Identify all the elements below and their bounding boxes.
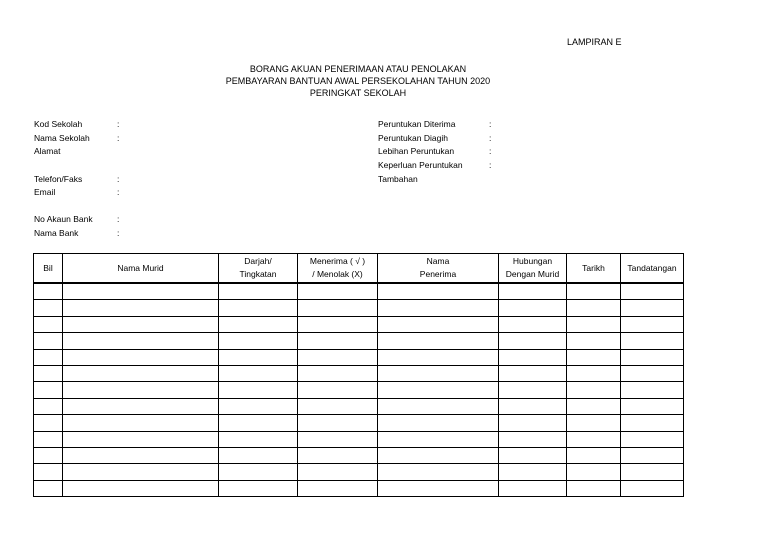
- header-text: Nama: [426, 256, 450, 266]
- table-cell[interactable]: [567, 447, 621, 463]
- table-cell[interactable]: [63, 480, 219, 496]
- column-header-nama-penerima: [378, 254, 499, 284]
- table-cell[interactable]: [34, 316, 63, 332]
- table-row: [34, 283, 684, 300]
- table-cell[interactable]: [63, 415, 219, 431]
- table-cell[interactable]: [499, 464, 567, 480]
- table-cell[interactable]: [298, 382, 378, 398]
- table-cell[interactable]: [567, 365, 621, 381]
- table-row: [34, 398, 684, 414]
- table-cell[interactable]: [219, 415, 298, 431]
- column-header-tarikh: [567, 254, 621, 284]
- field-colon: :: [117, 214, 120, 224]
- table-cell[interactable]: [298, 333, 378, 349]
- table-cell[interactable]: [34, 365, 63, 381]
- table-cell[interactable]: [378, 415, 499, 431]
- table-cell[interactable]: [621, 333, 684, 349]
- table-cell[interactable]: [34, 283, 63, 300]
- table-cell[interactable]: [567, 316, 621, 332]
- header-text: / Menolak (X): [312, 269, 363, 279]
- header-text: Menerima ( √ ): [309, 256, 366, 266]
- header-text: Nama Murid: [117, 262, 164, 273]
- table-row: [34, 300, 684, 316]
- table-cell[interactable]: [63, 431, 219, 447]
- table-cell[interactable]: [34, 349, 63, 365]
- table-cell[interactable]: [298, 349, 378, 365]
- header-text: Dengan Murid: [505, 269, 560, 279]
- column-header-nama-murid: [63, 254, 219, 284]
- table-cell[interactable]: [34, 300, 63, 316]
- table-cell[interactable]: [567, 283, 621, 300]
- table-cell[interactable]: [499, 382, 567, 398]
- table-cell[interactable]: [63, 300, 219, 316]
- table-cell[interactable]: [298, 480, 378, 496]
- table-cell[interactable]: [621, 464, 684, 480]
- table-cell[interactable]: [621, 300, 684, 316]
- field-label-email: Email: [34, 187, 56, 197]
- table-cell[interactable]: [63, 382, 219, 398]
- column-header-darjah-tingkatan: [219, 254, 298, 284]
- field-label-peruntukan-diterima: Peruntukan Diterima: [378, 119, 456, 129]
- table-cell[interactable]: [499, 300, 567, 316]
- table-cell[interactable]: [219, 464, 298, 480]
- field-colon: :: [117, 119, 120, 129]
- table-cell[interactable]: [378, 431, 499, 447]
- table-cell[interactable]: [63, 333, 219, 349]
- table-cell[interactable]: [567, 398, 621, 414]
- table-cell[interactable]: [378, 464, 499, 480]
- field-label-kod-sekolah: Kod Sekolah: [34, 119, 83, 129]
- field-colon: :: [489, 146, 492, 156]
- header-text: Tarikh: [582, 262, 605, 273]
- table-cell[interactable]: [219, 300, 298, 316]
- field-label-peruntukan-diagih: Peruntukan Diagih: [378, 133, 448, 143]
- table-cell[interactable]: [219, 447, 298, 463]
- table-cell[interactable]: [378, 316, 499, 332]
- table-cell[interactable]: [621, 431, 684, 447]
- header-text: Tandatangan: [627, 262, 677, 273]
- table-cell[interactable]: [63, 398, 219, 414]
- table-cell[interactable]: [621, 398, 684, 414]
- table-cell[interactable]: [34, 464, 63, 480]
- header-text: Darjah/: [244, 256, 272, 266]
- header-text: Hubungan: [512, 256, 553, 266]
- table-cell[interactable]: [621, 382, 684, 398]
- table-cell[interactable]: [621, 349, 684, 365]
- table-cell[interactable]: [499, 398, 567, 414]
- table-cell[interactable]: [499, 415, 567, 431]
- form-title-line-3: PERINGKAT SEKOLAH: [309, 88, 407, 98]
- column-header-bil: [34, 254, 63, 284]
- table-cell[interactable]: [621, 283, 684, 300]
- table-cell[interactable]: [219, 333, 298, 349]
- table-cell[interactable]: [621, 365, 684, 381]
- table-cell[interactable]: [298, 398, 378, 414]
- table-cell[interactable]: [567, 480, 621, 496]
- field-colon: :: [117, 228, 120, 238]
- table-cell[interactable]: [499, 431, 567, 447]
- table-body: [34, 283, 684, 497]
- table-cell[interactable]: [567, 333, 621, 349]
- student-table: [33, 253, 684, 497]
- table-cell[interactable]: [34, 415, 63, 431]
- field-label-lebihan-peruntukan: Lebihan Peruntukan: [378, 146, 455, 156]
- field-colon: :: [489, 119, 492, 129]
- table-cell[interactable]: [34, 333, 63, 349]
- table-cell[interactable]: [219, 316, 298, 332]
- table-cell[interactable]: [63, 365, 219, 381]
- column-header-menerima-menolak: [298, 254, 378, 284]
- table-cell[interactable]: [378, 447, 499, 463]
- field-label-nama-sekolah: Nama Sekolah: [34, 133, 90, 143]
- table-cell[interactable]: [219, 349, 298, 365]
- field-colon: :: [489, 160, 492, 170]
- table-cell[interactable]: [499, 349, 567, 365]
- field-colon: :: [117, 187, 120, 197]
- table-cell[interactable]: [567, 464, 621, 480]
- table-cell[interactable]: [378, 333, 499, 349]
- column-header-tandatangan: [621, 254, 684, 284]
- table-row: [34, 365, 684, 381]
- table-cell[interactable]: [499, 283, 567, 300]
- field-label-no-akaun-bank: No Akaun Bank: [34, 214, 93, 224]
- table-cell[interactable]: [63, 464, 219, 480]
- table-row: [34, 480, 684, 496]
- table-cell[interactable]: [621, 415, 684, 431]
- table-cell[interactable]: [298, 415, 378, 431]
- field-label-telefon-faks: Telefon/Faks: [34, 174, 83, 184]
- table-cell[interactable]: [378, 283, 499, 300]
- table-cell[interactable]: [63, 316, 219, 332]
- table-cell[interactable]: [219, 398, 298, 414]
- table-row: [34, 382, 684, 398]
- table-cell[interactable]: [34, 480, 63, 496]
- field-label-alamat: Alamat: [34, 146, 61, 156]
- table-cell[interactable]: [34, 431, 63, 447]
- table-row: [34, 349, 684, 365]
- column-header-hubungan: [499, 254, 567, 284]
- table-cell[interactable]: [63, 349, 219, 365]
- table-cell[interactable]: [34, 447, 63, 463]
- table-cell[interactable]: [621, 447, 684, 463]
- table-cell[interactable]: [219, 382, 298, 398]
- table-cell[interactable]: [298, 316, 378, 332]
- header-text: Tingkatan: [239, 269, 277, 279]
- table-cell[interactable]: [567, 431, 621, 447]
- table-cell[interactable]: [219, 365, 298, 381]
- field-colon: :: [117, 174, 120, 184]
- table-cell[interactable]: [298, 447, 378, 463]
- table-cell[interactable]: [499, 333, 567, 349]
- header-text: Bil: [43, 262, 53, 273]
- table-cell[interactable]: [298, 464, 378, 480]
- table-row: [34, 464, 684, 480]
- form-title-line-1: BORANG AKUAN PENERIMAAN ATAU PENOLAKAN: [249, 64, 467, 74]
- table-cell[interactable]: [499, 480, 567, 496]
- table-cell[interactable]: [219, 480, 298, 496]
- table-cell[interactable]: [567, 415, 621, 431]
- table-cell[interactable]: [499, 447, 567, 463]
- table-cell[interactable]: [63, 283, 219, 300]
- table-cell[interactable]: [378, 382, 499, 398]
- table-cell[interactable]: [499, 316, 567, 332]
- table-cell[interactable]: [298, 365, 378, 381]
- table-cell[interactable]: [34, 398, 63, 414]
- table-cell[interactable]: [298, 431, 378, 447]
- table-cell[interactable]: [567, 382, 621, 398]
- header-text: Penerima: [419, 269, 457, 279]
- field-label-nama-bank: Nama Bank: [34, 228, 79, 238]
- table-cell[interactable]: [378, 349, 499, 365]
- table-cell[interactable]: [34, 382, 63, 398]
- table-row: [34, 316, 684, 332]
- table-cell[interactable]: [621, 480, 684, 496]
- table-cell[interactable]: [378, 480, 499, 496]
- table-cell[interactable]: [298, 300, 378, 316]
- form-title-line-2: PEMBAYARAN BANTUAN AWAL PERSEKOLAHAN TAHUN 2020: [225, 76, 491, 86]
- table-cell[interactable]: [219, 431, 298, 447]
- table-cell[interactable]: [63, 447, 219, 463]
- table-cell[interactable]: [378, 398, 499, 414]
- field-colon: :: [489, 133, 492, 143]
- table-header-row: [34, 254, 684, 284]
- field-label-tambahan: Tambahan: [378, 174, 418, 184]
- table-row: [34, 431, 684, 447]
- table-cell[interactable]: [378, 300, 499, 316]
- field-label-keperluan-peruntukan: Keperluan Peruntukan: [378, 160, 463, 170]
- table-row: [34, 333, 684, 349]
- table-cell[interactable]: [219, 283, 298, 300]
- table-row: [34, 415, 684, 431]
- field-colon: :: [117, 133, 120, 143]
- table-cell[interactable]: [567, 349, 621, 365]
- lampiran-label: LAMPIRAN E: [567, 37, 622, 47]
- table-cell[interactable]: [298, 283, 378, 300]
- table-cell[interactable]: [621, 316, 684, 332]
- table-row: [34, 447, 684, 463]
- table-cell[interactable]: [567, 300, 621, 316]
- table-cell[interactable]: [378, 365, 499, 381]
- table-cell[interactable]: [499, 365, 567, 381]
